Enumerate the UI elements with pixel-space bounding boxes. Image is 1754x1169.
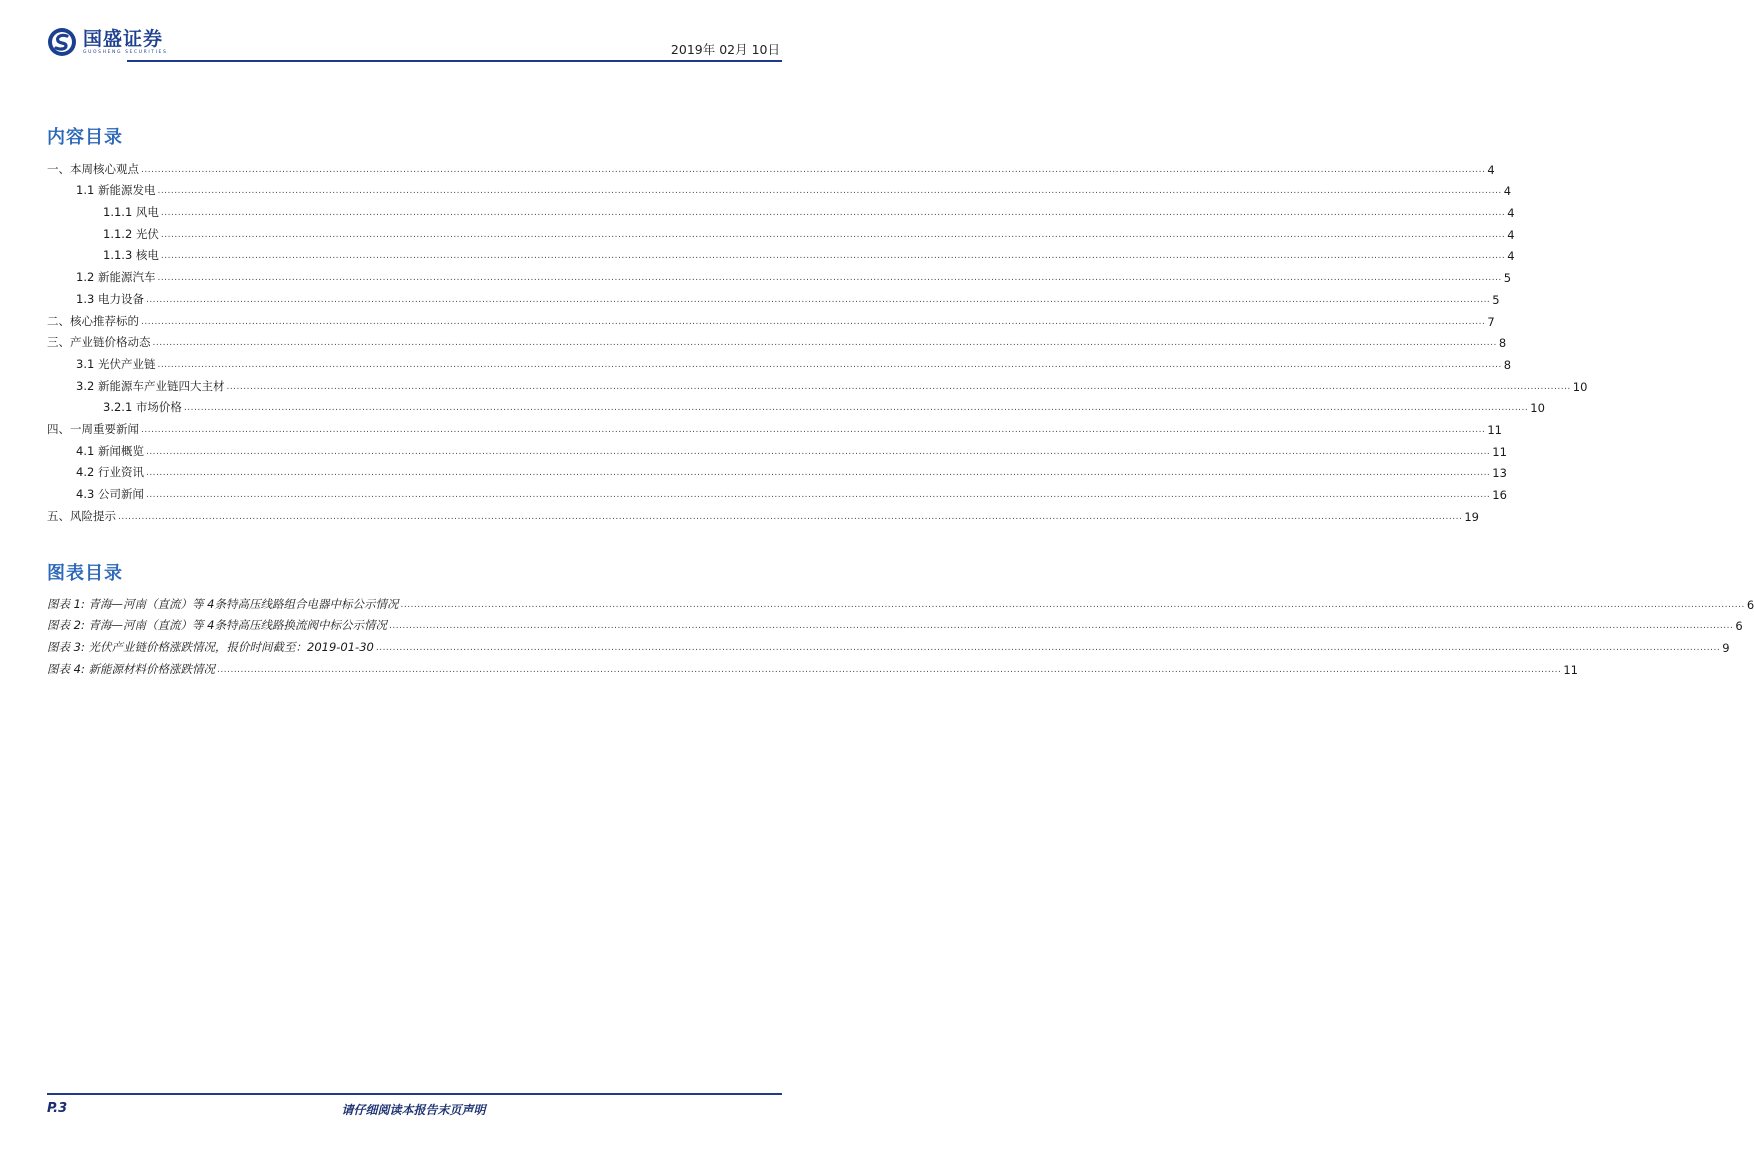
toc-entry[interactable]	[47, 350, 1512, 372]
figure-entry-page: 6	[1735, 619, 1743, 634]
figure-entry[interactable]	[47, 655, 1578, 677]
toc-entry-label: 二、核心推荐标的	[47, 313, 139, 328]
toc-entry-label: 1.2 新能源汽车	[76, 270, 156, 285]
footer-rule	[47, 1093, 782, 1095]
toc-leader-dots: ................................................................................................................................................................................................................................................................................................................................................................................................................	[145, 468, 1491, 479]
toc-entry-page: 10	[1530, 401, 1545, 416]
figure-entry-page: 11	[1563, 662, 1578, 677]
toc-leader-dots: ................................................................................................................................................................................................................................................................................................................................................................................................................	[141, 164, 1486, 175]
toc-entry-page: 4	[1507, 227, 1515, 242]
guosheng-logo-icon	[47, 27, 77, 57]
toc-leader-dots: ................................................................................................................................................................................................................................................................................................................................................................................................................	[183, 403, 1529, 414]
toc-list	[47, 155, 1588, 524]
toc-entry-page: 4	[1507, 206, 1515, 221]
figure-leader-dots: ................................................................................................................................................................................................................................................................................................................................................................................................................	[217, 664, 1562, 675]
toc-entry[interactable]	[47, 372, 1588, 394]
toc-entry-page: 5	[1492, 292, 1500, 307]
toc-leader-dots: ................................................................................................................................................................................................................................................................................................................................................................................................................	[226, 381, 1571, 392]
toc-entry[interactable]	[47, 307, 1495, 329]
toc-leader-dots: ................................................................................................................................................................................................................................................................................................................................................................................................................	[157, 186, 1502, 197]
toc-entry-label: 1.1.2 光伏	[103, 226, 159, 241]
figure-leader-dots: ................................................................................................................................................................................................................................................................................................................................................................................................................	[375, 643, 1721, 654]
figure-entry-label: 图表 1: 青海—河南（直流）等 4条特高压线路组合电器中标公示情况	[47, 596, 399, 611]
figure-leader-dots: ................................................................................................................................................................................................................................................................................................................................................................................................................	[388, 621, 1734, 632]
toc-entry[interactable]	[47, 198, 1515, 221]
toc-entry[interactable]	[47, 502, 1479, 524]
toc-leader-dots: ................................................................................................................................................................................................................................................................................................................................................................................................................	[145, 490, 1491, 500]
toc-entry[interactable]	[47, 177, 1512, 199]
toc-entry-page: 8	[1503, 357, 1512, 372]
toc-entry[interactable]	[47, 415, 1502, 437]
toc-entry[interactable]	[47, 220, 1515, 242]
report-date: 2019年 02月 10日	[670, 42, 780, 57]
toc-entry-page: 5	[1503, 271, 1512, 286]
toc-leader-dots: ................................................................................................................................................................................................................................................................................................................................................................................................................	[141, 316, 1486, 327]
toc-entry-page: 8	[1498, 336, 1507, 351]
toc-entry[interactable]	[47, 394, 1545, 416]
figure-entry[interactable]	[47, 633, 1730, 656]
toc-entry[interactable]	[47, 263, 1512, 286]
toc-entry-label: 3.2.1 市场价格	[103, 400, 182, 415]
toc-entry[interactable]	[47, 242, 1515, 264]
toc-leader-dots: ................................................................................................................................................................................................................................................................................................................................................................................................................	[157, 273, 1502, 284]
toc-leader-dots: ................................................................................................................................................................................................................................................................................................................................................................................................................	[160, 229, 1506, 240]
figure-entry[interactable]	[47, 590, 1754, 612]
toc-leader-dots: ................................................................................................................................................................................................................................................................................................................................................................................................................	[141, 424, 1486, 435]
figure-entry-page: 6	[1746, 597, 1754, 612]
toc-entry-page: 4	[1503, 184, 1512, 199]
toc-entry-label: 4.3 公司新闻	[76, 487, 144, 501]
figure-leader-dots: ................................................................................................................................................................................................................................................................................................................................................................................................................	[400, 599, 1745, 610]
page-number: P.3	[47, 1101, 68, 1116]
toc-entry-label: 3.2 新能源车产业链四大主材	[76, 378, 225, 393]
toc-entry-label: 四、一周重要新闻	[47, 421, 139, 436]
toc-leader-dots: ................................................................................................................................................................................................................................................................................................................................................................................................................	[160, 251, 1506, 262]
toc-entry-label: 1.3 电力设备	[76, 291, 144, 306]
toc-entry[interactable]	[47, 155, 1495, 177]
toc-entry-label: 三、产业链价格动态	[47, 335, 151, 350]
toc-entry[interactable]	[47, 459, 1507, 481]
figure-entry[interactable]	[47, 612, 1743, 634]
footer-disclaimer: 请仔细阅读本报告末页声明	[341, 1103, 486, 1117]
toc-entry-label: 五、风险提示	[47, 508, 116, 523]
logo-english-name: GUOSHENG SECURITIES	[83, 49, 168, 55]
toc-leader-dots: ................................................................................................................................................................................................................................................................................................................................................................................................................	[152, 338, 1497, 349]
toc-entry-label: 4.1 新闻概览	[76, 443, 144, 458]
toc-entry-page: 4	[1507, 249, 1515, 264]
toc-entry-label: 1.1.3 核电	[103, 248, 159, 263]
toc-entry-page: 7	[1487, 314, 1495, 329]
company-logo	[47, 26, 167, 58]
toc-entry[interactable]	[47, 480, 1507, 502]
toc-leader-dots: ................................................................................................................................................................................................................................................................................................................................................................................................................	[145, 294, 1491, 305]
toc-entry[interactable]	[47, 329, 1507, 351]
toc-entry[interactable]	[47, 285, 1500, 307]
figure-entry-label: 图表 2: 青海—河南（直流）等 4条特高压线路换流阀中标公示情况	[47, 618, 387, 633]
toc-entry-page: 19	[1464, 509, 1479, 524]
logo-chinese-name: 国盛证券	[83, 27, 164, 50]
toc-entry-label: 一、本周核心观点	[47, 161, 139, 176]
figure-entry-page: 9	[1722, 641, 1730, 656]
header-rule	[127, 60, 782, 62]
figures-title: 图表目录	[47, 563, 123, 584]
figure-entry-label: 图表 3: 光伏产业链价格涨跌情况，报价时间截至：2019-01-30	[47, 640, 374, 655]
toc-entry-label: 1.1.1 风电	[103, 205, 159, 220]
toc-entry-label: 1.1 新能源发电	[76, 183, 156, 198]
figures-list	[47, 590, 1754, 677]
toc-entry-label: 4.2 行业资讯	[76, 465, 144, 480]
toc-entry-page: 10	[1572, 379, 1588, 394]
toc-entry-page: 11	[1492, 444, 1507, 459]
figure-entry-label: 图表 4: 新能源材料价格涨跌情况	[47, 661, 216, 676]
toc-entry-page: 16	[1492, 488, 1507, 502]
toc-leader-dots: ................................................................................................................................................................................................................................................................................................................................................................................................................	[118, 511, 1463, 522]
page-header	[47, 22, 782, 62]
toc-entry-page: 4	[1487, 162, 1495, 177]
toc-entry[interactable]	[47, 437, 1507, 459]
toc-entry-page: 11	[1487, 422, 1502, 437]
toc-leader-dots: ................................................................................................................................................................................................................................................................................................................................................................................................................	[160, 208, 1506, 219]
toc-entry-label: 3.1 光伏产业链	[76, 356, 156, 371]
toc-title: 内容目录	[47, 127, 123, 148]
toc-entry-page: 13	[1492, 466, 1507, 481]
toc-leader-dots: ................................................................................................................................................................................................................................................................................................................................................................................................................	[157, 359, 1502, 370]
toc-leader-dots: ................................................................................................................................................................................................................................................................................................................................................................................................................	[145, 446, 1491, 457]
